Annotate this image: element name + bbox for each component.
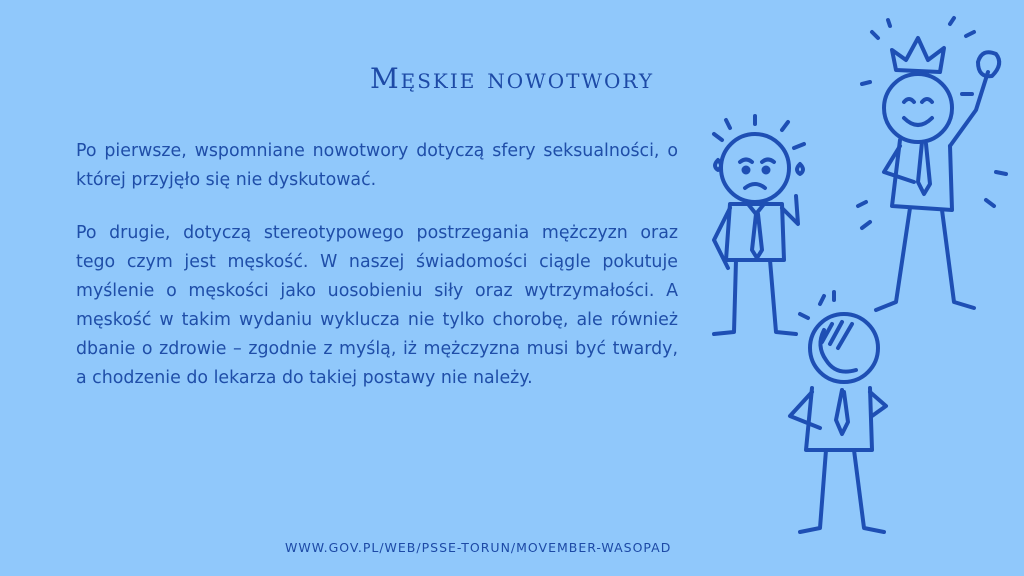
main-text xyxy=(76,137,678,417)
proud-man-illustration xyxy=(866,22,1016,322)
paragraph-1: Po pierwsze, wspomniane nowotwory dotyczą sfery seksualności, o której przyjęło się nie dyskutować. xyxy=(76,141,678,190)
source-url: WWW.GOV.PL/WEB/PSSE-TORUN/MOVEMBER-WASOPAD xyxy=(285,540,672,555)
paragraph-2: Po drugie, dotyczą stereotypowego postrzegania mężczyzn oraz tego czym jest męskość. W naszej świadomości ciągle pokutuje myślenie o męskości jako uosobieniu siły oraz wytrzymałości. A męskość w takim wydaniu wyklucza nie tylko chorobę, ale również dbanie o zdrowie – zgodnie z myślą, iż mężczyzna musi być twardy, a chodzenie do lekarza do takiej postawy nie należy. xyxy=(76,223,678,388)
page-title: Męskie nowotwory xyxy=(369,62,655,95)
facepalm-man-illustration xyxy=(786,300,906,550)
